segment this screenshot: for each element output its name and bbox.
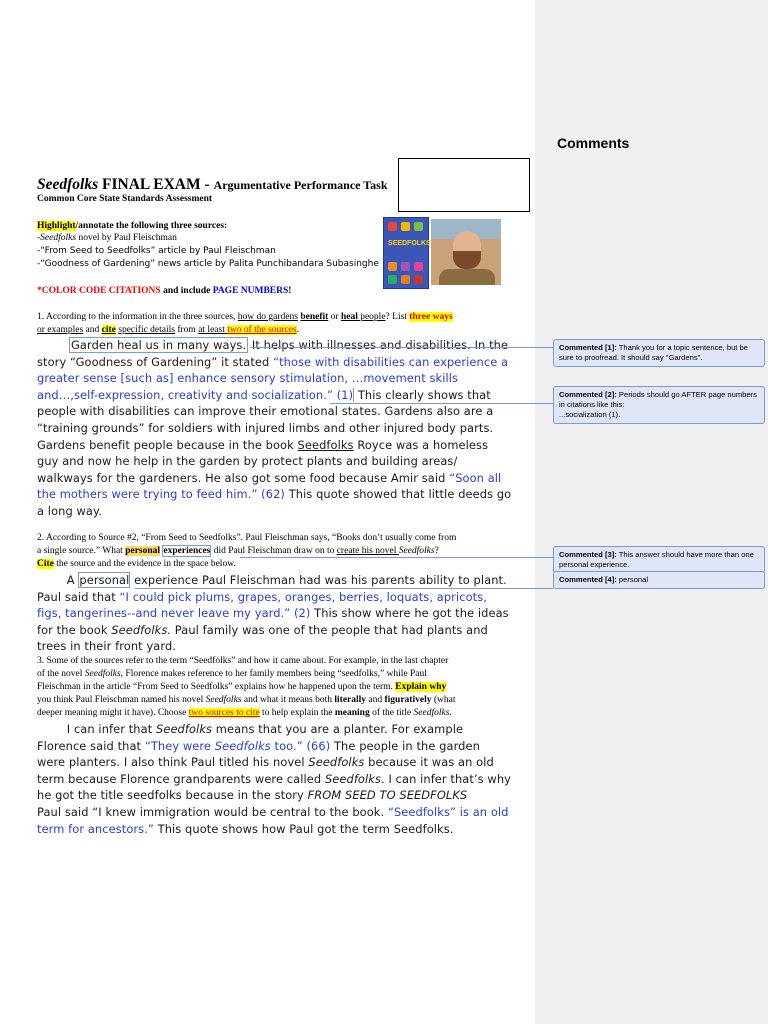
highlight-word: Highlight xyxy=(37,221,76,231)
comment-2-text2: ...socialization (1). xyxy=(559,410,621,419)
a2-line: trees in their front yard. xyxy=(37,639,177,654)
cover-tile xyxy=(401,222,410,231)
q3-text: you think Paul Fleischman named his novel xyxy=(37,695,206,705)
comment-3-label: Commented [3]: xyxy=(559,550,617,559)
a3-quote: term for ancestors.” xyxy=(37,821,154,836)
a1-line xyxy=(37,387,511,404)
a1-text: It helps with illnesses and disabilities. In the xyxy=(248,338,509,352)
a3-italic: Seedfolks xyxy=(308,755,365,770)
color-code-blue: PAGE NUMBERS xyxy=(212,286,289,296)
question-3-line-4 xyxy=(37,694,455,706)
comment-1-text: Thank you for a topic sentence, but be sure to proofread. It should say "Gardens". xyxy=(559,343,748,362)
cover-tile xyxy=(401,275,410,284)
a2-line xyxy=(37,605,509,622)
q2-qmark: ? xyxy=(434,546,439,556)
a1-topic-sentence: Garden heal us in many ways. xyxy=(71,338,247,352)
q3-italic: Seedfolks xyxy=(413,708,450,718)
source-1-dash: - xyxy=(37,233,41,243)
q3-italic: Seedfolks xyxy=(84,669,121,679)
photo-shirt xyxy=(439,269,495,285)
comment-3[interactable] xyxy=(553,546,765,574)
q2-cite: Cite xyxy=(37,559,54,569)
a3-line xyxy=(37,804,511,821)
a2-indent: A xyxy=(37,573,79,587)
q2-personal: personal xyxy=(125,546,161,556)
a1-quote: “Soon all xyxy=(449,470,502,485)
book-cover-image xyxy=(383,217,429,289)
a2-text: This show where he got the ideas xyxy=(310,606,509,621)
q1-people: people xyxy=(357,312,386,322)
a1-text: Gardens benefit people because in the book xyxy=(37,437,298,452)
q1-underline: how do gardens xyxy=(237,312,298,322)
a1-text: This clearly shows that xyxy=(354,387,491,402)
q2-rest: the source and the evidence in the space below. xyxy=(53,559,236,569)
a3-text: This quote shows how Paul got the term Seedfolks. xyxy=(153,821,454,836)
comment-1-connector xyxy=(250,347,553,349)
q1-or: or xyxy=(328,312,341,322)
a1-line: people with disabilities can improve their emotional states. Gardens also are a xyxy=(37,404,494,419)
a3-italic: FROM SEED TO SEEDFOLKS xyxy=(307,788,468,803)
q1-atleast: at least xyxy=(198,325,228,335)
q3-and: and xyxy=(366,695,385,705)
cover-tile xyxy=(414,222,423,231)
instructions-rest: /annotate the following three sources: xyxy=(75,221,228,231)
question-2-line-2 xyxy=(37,545,439,557)
q3-meaning: meaning xyxy=(334,708,370,718)
question-2-line-3 xyxy=(37,558,236,570)
a1-quote: and…,self-expression, creativity and socialization xyxy=(37,387,324,402)
a3-text: term because Florence grandparents were called xyxy=(37,771,325,786)
source-3: -“Goodness of Gardening” news article by Palita Punchibandara Subasinghe xyxy=(37,259,379,269)
color-code-mid: and include xyxy=(160,286,213,296)
q3-text: to help explain the xyxy=(259,708,335,718)
a1-line xyxy=(37,354,511,371)
cover-tile xyxy=(414,275,423,284)
comments-header: Comments xyxy=(557,135,630,151)
comment-2-text: Periods should go AFTER page numbers in citations like this: xyxy=(559,390,757,409)
a1-text: This quote showed that little deeds go xyxy=(284,487,512,502)
q1-from: from xyxy=(174,325,199,335)
a1-quote: “those with disabilities can experience a xyxy=(273,354,509,369)
a3-quote-italic: Seedfolks xyxy=(214,738,271,753)
a3-text: because it was an old xyxy=(364,755,494,770)
comment-4[interactable] xyxy=(553,571,765,589)
a3-italic: Seedfolks xyxy=(324,771,381,786)
comment-2-label: Commented [2]: xyxy=(559,390,617,399)
q3-period: . xyxy=(449,708,452,718)
q2-text: a single source.” What xyxy=(37,546,126,556)
question-1-line-1 xyxy=(37,311,453,323)
q1-and: and xyxy=(83,325,102,335)
q1-list: ? List xyxy=(385,312,410,322)
a1-line xyxy=(37,470,511,487)
answer-1 xyxy=(37,337,511,520)
cover-tile xyxy=(388,262,397,271)
q3-two-sources: two sources to cite xyxy=(188,708,260,718)
comment-1[interactable] xyxy=(553,339,765,367)
q3-literally: literally xyxy=(334,695,367,705)
a3-line xyxy=(37,787,511,804)
q2-seedfolks: Seedfolks xyxy=(398,546,435,556)
q1-period: . xyxy=(296,325,299,335)
a1-quote: greater sense [such as] enhance sensory stimulation, …movement skills xyxy=(37,371,459,386)
a3-text: he got the title seedfolks because in the story xyxy=(37,788,308,803)
q1-examples: or examples xyxy=(37,325,84,335)
question-3-line-1: 3. Some of the sources refer to the term “Seedfolks” and how it came about. For example, in the last chapter xyxy=(37,656,449,666)
a1-text: walkways for the gardeners. He also got some food because Amir said xyxy=(37,470,450,485)
question-3-line-3 xyxy=(37,681,446,693)
q3-text: of the title xyxy=(369,708,414,718)
answer-2 xyxy=(37,572,509,655)
source-1 xyxy=(37,233,177,245)
a3-text: I can infer that xyxy=(37,722,156,736)
comment-4-label: Commented [4]: xyxy=(559,575,617,584)
q1-heal: heal xyxy=(340,312,358,322)
q3-figuratively: figuratively xyxy=(384,695,432,705)
a3-line xyxy=(37,754,511,771)
source-1-rest: novel by Paul Fleischman xyxy=(76,233,177,243)
a3-text: Paul said “I knew immigration would be central to the book. xyxy=(37,804,388,819)
a2-line xyxy=(37,622,509,639)
author-photo xyxy=(431,219,501,285)
q2-experiences: experiences xyxy=(163,546,211,556)
a3-quote: too.” (66) xyxy=(270,738,331,753)
a2-book-title: Seedfolks. xyxy=(111,622,172,637)
cover-title: SEEDFOLKS xyxy=(388,240,431,247)
a2-text: experience Paul Fleischman had was his parents ability to plant. xyxy=(130,573,507,587)
comment-4-connector xyxy=(135,588,553,590)
q3-text: , Florence makes reference to her family members being “seedfolks,” while Paul xyxy=(120,669,427,679)
q3-what: (what xyxy=(431,695,456,705)
color-code-red: *COLOR CODE CITATIONS xyxy=(37,286,161,296)
question-2-line-1: 2. According to Source #2, “From Seed to Seedfolks”. Paul Fleischman says, “Books don’t usually come from xyxy=(37,533,457,543)
a1-text: Royce was a homeless xyxy=(353,437,489,452)
a2-text: Paul family was one of the people that had plants and xyxy=(171,622,488,637)
a1-line: “training grounds” for soldiers with injured limbs and other injured body parts. xyxy=(37,420,494,435)
page-subtitle: Common Core State Standards Assessment xyxy=(37,194,213,204)
question-3-line-5 xyxy=(37,707,452,719)
q2-text2: did Paul Fleischman draw on to xyxy=(211,546,337,556)
a2-line xyxy=(37,572,509,589)
a1-line xyxy=(37,486,511,503)
q3-italic: Seedfolks xyxy=(205,695,242,705)
comment-3-connector xyxy=(240,557,553,559)
question-3-line-2 xyxy=(37,668,427,680)
q3-text: and what it means both xyxy=(241,695,335,705)
instructions-heading xyxy=(37,221,227,233)
question-1-line-2 xyxy=(37,324,299,336)
q2-create: create his novel xyxy=(336,546,399,556)
a3-line xyxy=(37,738,511,755)
a3-text: means that you are a planter. For example xyxy=(212,722,464,736)
a2-line xyxy=(37,589,509,606)
a1-line: guy and now he help in the garden by protect plants and building areas/ xyxy=(37,454,458,469)
photo-beard xyxy=(453,251,481,269)
a3-text: were planters. I also think Paul titled his novel xyxy=(37,755,309,770)
color-code-note xyxy=(37,286,291,298)
q3-text: deeper meaning might it have). Choose xyxy=(37,708,189,718)
a3-text: . I can infer that’s why xyxy=(381,771,511,786)
comment-4-text: personal xyxy=(616,575,649,584)
title-rest: FINAL EXAM - xyxy=(98,176,214,193)
a1-quote: the mothers were trying to feed him.” (62) xyxy=(37,487,285,502)
a1-line: a long way. xyxy=(37,503,102,518)
a1-text: story “Goodness of Gardening” it stated xyxy=(37,354,274,369)
a1-line xyxy=(37,437,511,454)
a3-italic: Seedfolks xyxy=(156,722,213,736)
a1-book-title: Seedfolks xyxy=(297,437,354,452)
a3-line xyxy=(37,771,511,788)
a1-line xyxy=(37,370,511,387)
source-2: -“From Seed to Seedfolks” article by Paul Fleischman xyxy=(37,246,276,256)
a2-quote: figs, tangerines--and never leave my yard.” (2) xyxy=(37,606,311,621)
cover-tile xyxy=(414,262,423,271)
a1-line xyxy=(37,337,511,354)
a3-quote: “Seedfolks” is an old xyxy=(387,804,509,819)
q1-cite: cite xyxy=(101,325,116,335)
q1-two-sources: two of the sources xyxy=(227,325,297,335)
a3-text: Florence said that xyxy=(37,738,145,753)
a3-quote: “They were xyxy=(144,738,215,753)
comment-1-label: Commented [1]: xyxy=(559,343,617,352)
title-italic: Seedfolks xyxy=(37,176,99,193)
q1-details: specific details xyxy=(118,325,175,335)
a3-text: The people in the garden xyxy=(330,738,480,753)
title-rest2: Argumentative Performance Task xyxy=(213,178,388,192)
a3-line xyxy=(37,821,511,838)
q1-benefit: benefit xyxy=(300,312,329,322)
q1-text: 1. According to the information in the three sources, xyxy=(37,312,238,322)
cover-tile xyxy=(388,275,397,284)
a2-text: for the book xyxy=(37,622,112,637)
a2-text: Paul said that xyxy=(37,589,120,604)
a2-personal: personal xyxy=(79,573,130,587)
source-1-italic: Seedfolks xyxy=(40,233,77,243)
answer-3 xyxy=(37,721,511,837)
cover-tile xyxy=(388,222,397,231)
page-title xyxy=(37,176,388,194)
a2-quote: “I could pick plums, grapes, oranges, berries, loquats, apricots, xyxy=(119,589,487,604)
comment-3-text: This answer should have more than one personal experience. xyxy=(559,550,754,569)
comment-2-connector xyxy=(330,403,555,405)
comments-pane xyxy=(535,0,768,1024)
color-code-end: ! xyxy=(288,286,292,296)
a3-line xyxy=(37,721,511,738)
q3-text: Fleischman in the article “From Seed to Seedfolks” explains how he happened upon the term. xyxy=(37,682,396,692)
q3-text: of the novel xyxy=(37,669,85,679)
q1-three-ways: three ways xyxy=(409,312,453,322)
q3-explain-why: Explain why xyxy=(395,682,447,692)
score-box xyxy=(398,158,530,212)
a1-citation: .” (1) xyxy=(323,387,354,402)
comment-2[interactable] xyxy=(553,386,765,424)
cover-tile xyxy=(401,262,410,271)
